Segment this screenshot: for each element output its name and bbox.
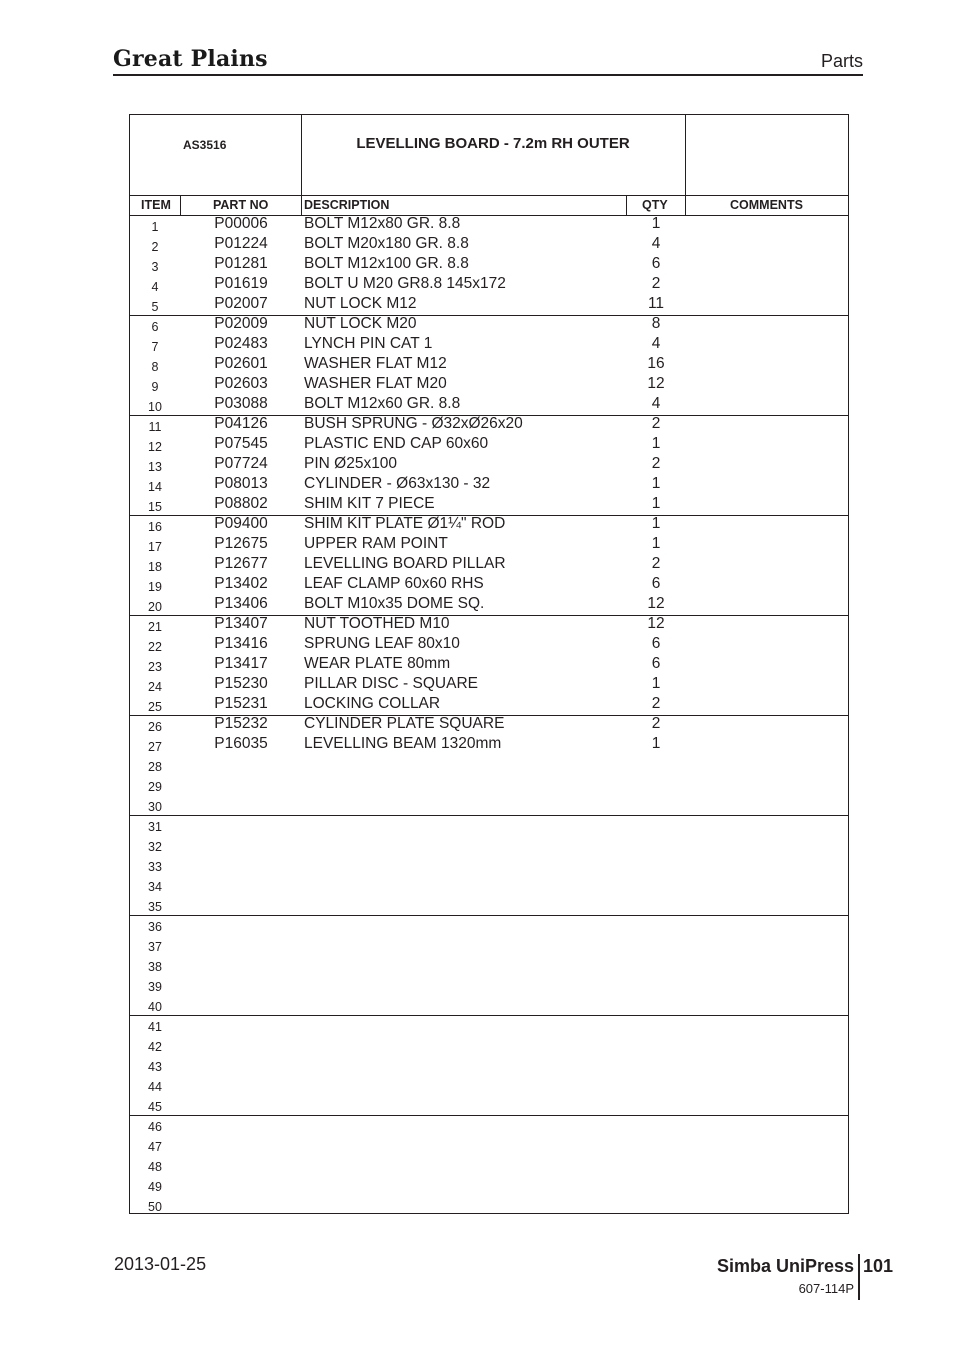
item-number: 22 — [148, 640, 162, 654]
item-number: 31 — [148, 820, 162, 834]
part-number: P00006 — [214, 215, 268, 232]
table-row — [130, 315, 848, 335]
part-number: P08013 — [214, 475, 268, 492]
table-row — [130, 1015, 848, 1035]
footer-divider — [858, 1254, 860, 1300]
divider — [301, 115, 302, 195]
part-quantity: 2 — [651, 275, 661, 292]
table-row — [130, 715, 848, 735]
part-number: P13416 — [214, 635, 268, 652]
part-number: P12675 — [214, 535, 268, 552]
item-number: 41 — [148, 1020, 162, 1034]
item-number: 18 — [148, 560, 162, 574]
footer-date: 2013-01-25 — [114, 1254, 207, 1274]
item-number: 48 — [148, 1160, 162, 1174]
table-row — [130, 495, 848, 515]
item-number: 26 — [148, 720, 162, 734]
item-number: 38 — [148, 960, 162, 974]
part-quantity: 4 — [651, 395, 661, 412]
part-quantity: 1 — [651, 675, 661, 692]
group-divider — [130, 815, 848, 816]
part-number: P13417 — [214, 655, 268, 672]
item-number: 43 — [148, 1060, 162, 1074]
part-quantity: 12 — [647, 595, 665, 612]
part-description: BOLT M10x35 DOME SQ. — [304, 595, 485, 612]
item-number: 33 — [148, 860, 162, 874]
table-row — [130, 955, 848, 975]
part-quantity: 16 — [647, 355, 665, 372]
item-number: 32 — [148, 840, 162, 854]
table-row — [130, 995, 848, 1015]
part-quantity: 6 — [651, 655, 661, 672]
document-number: 607-114P — [798, 1281, 854, 1296]
item-number: 12 — [148, 440, 162, 454]
part-description: WASHER FLAT M20 — [304, 375, 447, 392]
part-number: P07545 — [214, 435, 268, 452]
item-number: 15 — [148, 500, 162, 514]
group-divider — [130, 1015, 848, 1016]
item-number: 39 — [148, 980, 162, 994]
part-number: P13402 — [214, 575, 268, 592]
divider — [626, 195, 627, 215]
item-number: 5 — [151, 300, 159, 314]
table-row — [130, 235, 848, 255]
item-number: 37 — [148, 940, 162, 954]
table-row — [130, 855, 848, 875]
part-quantity: 1 — [651, 435, 661, 452]
item-number: 1 — [151, 220, 159, 234]
table-row — [130, 975, 848, 995]
table-row — [130, 635, 848, 655]
item-number: 40 — [148, 1000, 162, 1014]
part-number: P15230 — [214, 675, 268, 692]
part-number: P03088 — [214, 395, 268, 412]
column-header-row — [130, 195, 848, 216]
part-quantity: 6 — [651, 635, 661, 652]
table-row — [130, 675, 848, 695]
part-description: BOLT M12x100 GR. 8.8 — [304, 255, 469, 272]
item-number: 21 — [148, 620, 162, 634]
part-quantity: 1 — [651, 735, 661, 752]
table-row — [130, 515, 848, 535]
part-quantity: 12 — [647, 375, 665, 392]
part-description: LEVELLING BEAM 1320mm — [304, 735, 502, 752]
table-row — [130, 335, 848, 355]
item-number: 16 — [148, 520, 162, 534]
table-row — [130, 655, 848, 675]
divider — [180, 195, 181, 215]
table-row — [130, 595, 848, 615]
table-row — [130, 835, 848, 855]
part-description: WEAR PLATE 80mm — [304, 655, 451, 672]
table-row — [130, 815, 848, 835]
col-comments: COMMENTS — [730, 198, 803, 212]
part-quantity: 2 — [651, 715, 661, 732]
part-number: P07724 — [214, 455, 268, 472]
item-number: 27 — [148, 740, 162, 754]
parts-table — [129, 114, 849, 1214]
group-divider — [130, 515, 848, 516]
table-row — [130, 895, 848, 915]
assembly-title: LEVELLING BOARD - 7.2m RH OUTER — [356, 135, 630, 152]
table-row — [130, 435, 848, 455]
col-description: DESCRIPTION — [304, 198, 390, 212]
part-description: LYNCH PIN CAT 1 — [304, 335, 433, 352]
item-number: 23 — [148, 660, 162, 674]
item-number: 25 — [148, 700, 162, 714]
table-row — [130, 1095, 848, 1115]
item-number: 8 — [151, 360, 159, 374]
group-divider — [130, 715, 848, 716]
item-number: 10 — [148, 400, 162, 414]
section-label: Parts — [820, 51, 863, 71]
part-number: P08802 — [214, 495, 268, 512]
item-number: 49 — [148, 1180, 162, 1194]
part-quantity: 1 — [651, 475, 661, 492]
table-row — [130, 1135, 848, 1155]
part-quantity: 2 — [651, 455, 661, 472]
table-row — [130, 1055, 848, 1075]
part-description: CYLINDER - Ø63x130 - 32 — [304, 475, 491, 492]
part-description: SHIM KIT PLATE Ø1¼" ROD — [304, 515, 506, 532]
table-row — [130, 1075, 848, 1095]
item-number: 42 — [148, 1040, 162, 1054]
part-quantity: 1 — [651, 535, 661, 552]
part-number: P02483 — [214, 335, 268, 352]
part-quantity: 1 — [651, 215, 661, 232]
table-row — [130, 735, 848, 755]
group-divider — [130, 915, 848, 916]
part-description: WASHER FLAT M12 — [304, 355, 447, 372]
part-description: BOLT U M20 GR8.8 145x172 — [304, 275, 506, 292]
table-row — [130, 575, 848, 595]
item-number: 36 — [148, 920, 162, 934]
part-number: P01619 — [214, 275, 268, 292]
part-quantity: 8 — [651, 315, 661, 332]
item-number: 13 — [148, 460, 162, 474]
part-number: P02009 — [214, 315, 268, 332]
part-quantity: 4 — [651, 335, 661, 352]
part-number: P04126 — [214, 415, 268, 432]
part-number: P12677 — [214, 555, 268, 572]
item-number: 29 — [148, 780, 162, 794]
part-description: CYLINDER PLATE SQUARE — [304, 715, 505, 732]
table-row — [130, 535, 848, 555]
item-number: 17 — [148, 540, 162, 554]
part-quantity: 1 — [651, 515, 661, 532]
item-number: 24 — [148, 680, 162, 694]
col-part-no: PART NO — [213, 198, 269, 212]
part-description: PLASTIC END CAP 60x60 — [304, 435, 489, 452]
table-row — [130, 255, 848, 275]
table-row — [130, 1155, 848, 1175]
item-number: 9 — [151, 380, 159, 394]
table-row — [130, 1195, 848, 1215]
divider — [685, 195, 686, 215]
table-row — [130, 695, 848, 715]
item-number: 30 — [148, 800, 162, 814]
item-number: 14 — [148, 480, 162, 494]
table-row — [130, 755, 848, 775]
group-divider — [130, 315, 848, 316]
part-number: P01281 — [214, 255, 268, 272]
part-number: P09400 — [214, 515, 268, 532]
table-row — [130, 215, 848, 235]
item-number: 2 — [151, 240, 159, 254]
item-number: 28 — [148, 760, 162, 774]
part-quantity: 6 — [651, 575, 661, 592]
item-number: 35 — [148, 900, 162, 914]
part-description: SHIM KIT 7 PIECE — [304, 495, 435, 512]
table-row — [130, 455, 848, 475]
table-row — [130, 875, 848, 895]
table-row — [130, 375, 848, 395]
part-number: P13406 — [214, 595, 268, 612]
part-description: NUT LOCK M20 — [304, 315, 417, 332]
assembly-code: AS3516 — [183, 138, 227, 152]
divider — [301, 195, 302, 215]
part-description: BOLT M20x180 GR. 8.8 — [304, 235, 469, 252]
group-divider — [130, 415, 848, 416]
part-quantity: 2 — [651, 555, 661, 572]
table-row — [130, 1035, 848, 1055]
part-description: BOLT M12x60 GR. 8.8 — [304, 395, 461, 412]
part-quantity: 2 — [651, 695, 661, 712]
item-number: 6 — [151, 320, 159, 334]
part-number: P15231 — [214, 695, 268, 712]
part-description: BUSH SPRUNG - Ø32xØ26x20 — [304, 415, 523, 432]
item-number: 44 — [148, 1080, 162, 1094]
table-row — [130, 275, 848, 295]
group-divider — [130, 1115, 848, 1116]
item-number: 11 — [148, 420, 162, 434]
table-row — [130, 355, 848, 375]
part-description: SPRUNG LEAF 80x10 — [304, 635, 460, 652]
part-description: UPPER RAM POINT — [304, 535, 448, 552]
part-quantity: 2 — [651, 415, 661, 432]
item-number: 47 — [148, 1140, 162, 1154]
item-number: 3 — [151, 260, 159, 274]
table-row — [130, 1115, 848, 1135]
item-number: 45 — [148, 1100, 162, 1114]
header-rule — [113, 74, 863, 76]
table-row — [130, 795, 848, 815]
item-number: 50 — [148, 1200, 162, 1214]
table-row — [130, 615, 848, 635]
divider — [685, 115, 686, 195]
col-item: ITEM — [141, 198, 171, 212]
part-description: PILLAR DISC - SQUARE — [304, 675, 478, 692]
table-row — [130, 475, 848, 495]
table-row — [130, 915, 848, 935]
part-number: P01224 — [214, 235, 268, 252]
table-row — [130, 935, 848, 955]
part-quantity: 11 — [647, 295, 665, 312]
part-quantity: 6 — [651, 255, 661, 272]
group-divider — [130, 615, 848, 616]
item-number: 20 — [148, 600, 162, 614]
part-description: LEVELLING BOARD PILLAR — [304, 555, 506, 572]
item-number: 19 — [148, 580, 162, 594]
part-quantity: 12 — [647, 615, 665, 632]
part-description: BOLT M12x80 GR. 8.8 — [304, 215, 461, 232]
product-name: Simba UniPress — [716, 1256, 854, 1276]
part-description: NUT TOOTHED M10 — [304, 615, 450, 632]
table-row — [130, 395, 848, 415]
item-number: 34 — [148, 880, 162, 894]
part-description: NUT LOCK M12 — [304, 295, 417, 312]
item-number: 46 — [148, 1120, 162, 1134]
part-description: LEAF CLAMP 60x60 RHS — [304, 575, 484, 592]
table-row — [130, 1175, 848, 1195]
part-description: LOCKING COLLAR — [304, 695, 441, 712]
table-row — [130, 295, 848, 315]
table-row — [130, 555, 848, 575]
part-number: P13407 — [214, 615, 268, 632]
col-qty: QTY — [642, 198, 668, 212]
part-number: P02601 — [214, 355, 268, 372]
part-quantity: 4 — [651, 235, 661, 252]
part-number: P15232 — [214, 715, 268, 732]
part-number: P02007 — [214, 295, 268, 312]
table-row — [130, 775, 848, 795]
item-number: 4 — [151, 280, 159, 294]
item-number: 7 — [151, 340, 159, 354]
part-description: PIN Ø25x100 — [304, 455, 398, 472]
part-number: P02603 — [214, 375, 268, 392]
assembly-header — [130, 115, 848, 196]
table-row — [130, 415, 848, 435]
part-quantity: 1 — [651, 495, 661, 512]
part-number: P16035 — [214, 735, 268, 752]
brand-logo: Great Plains — [113, 46, 268, 72]
page-number: 101 — [863, 1256, 894, 1276]
